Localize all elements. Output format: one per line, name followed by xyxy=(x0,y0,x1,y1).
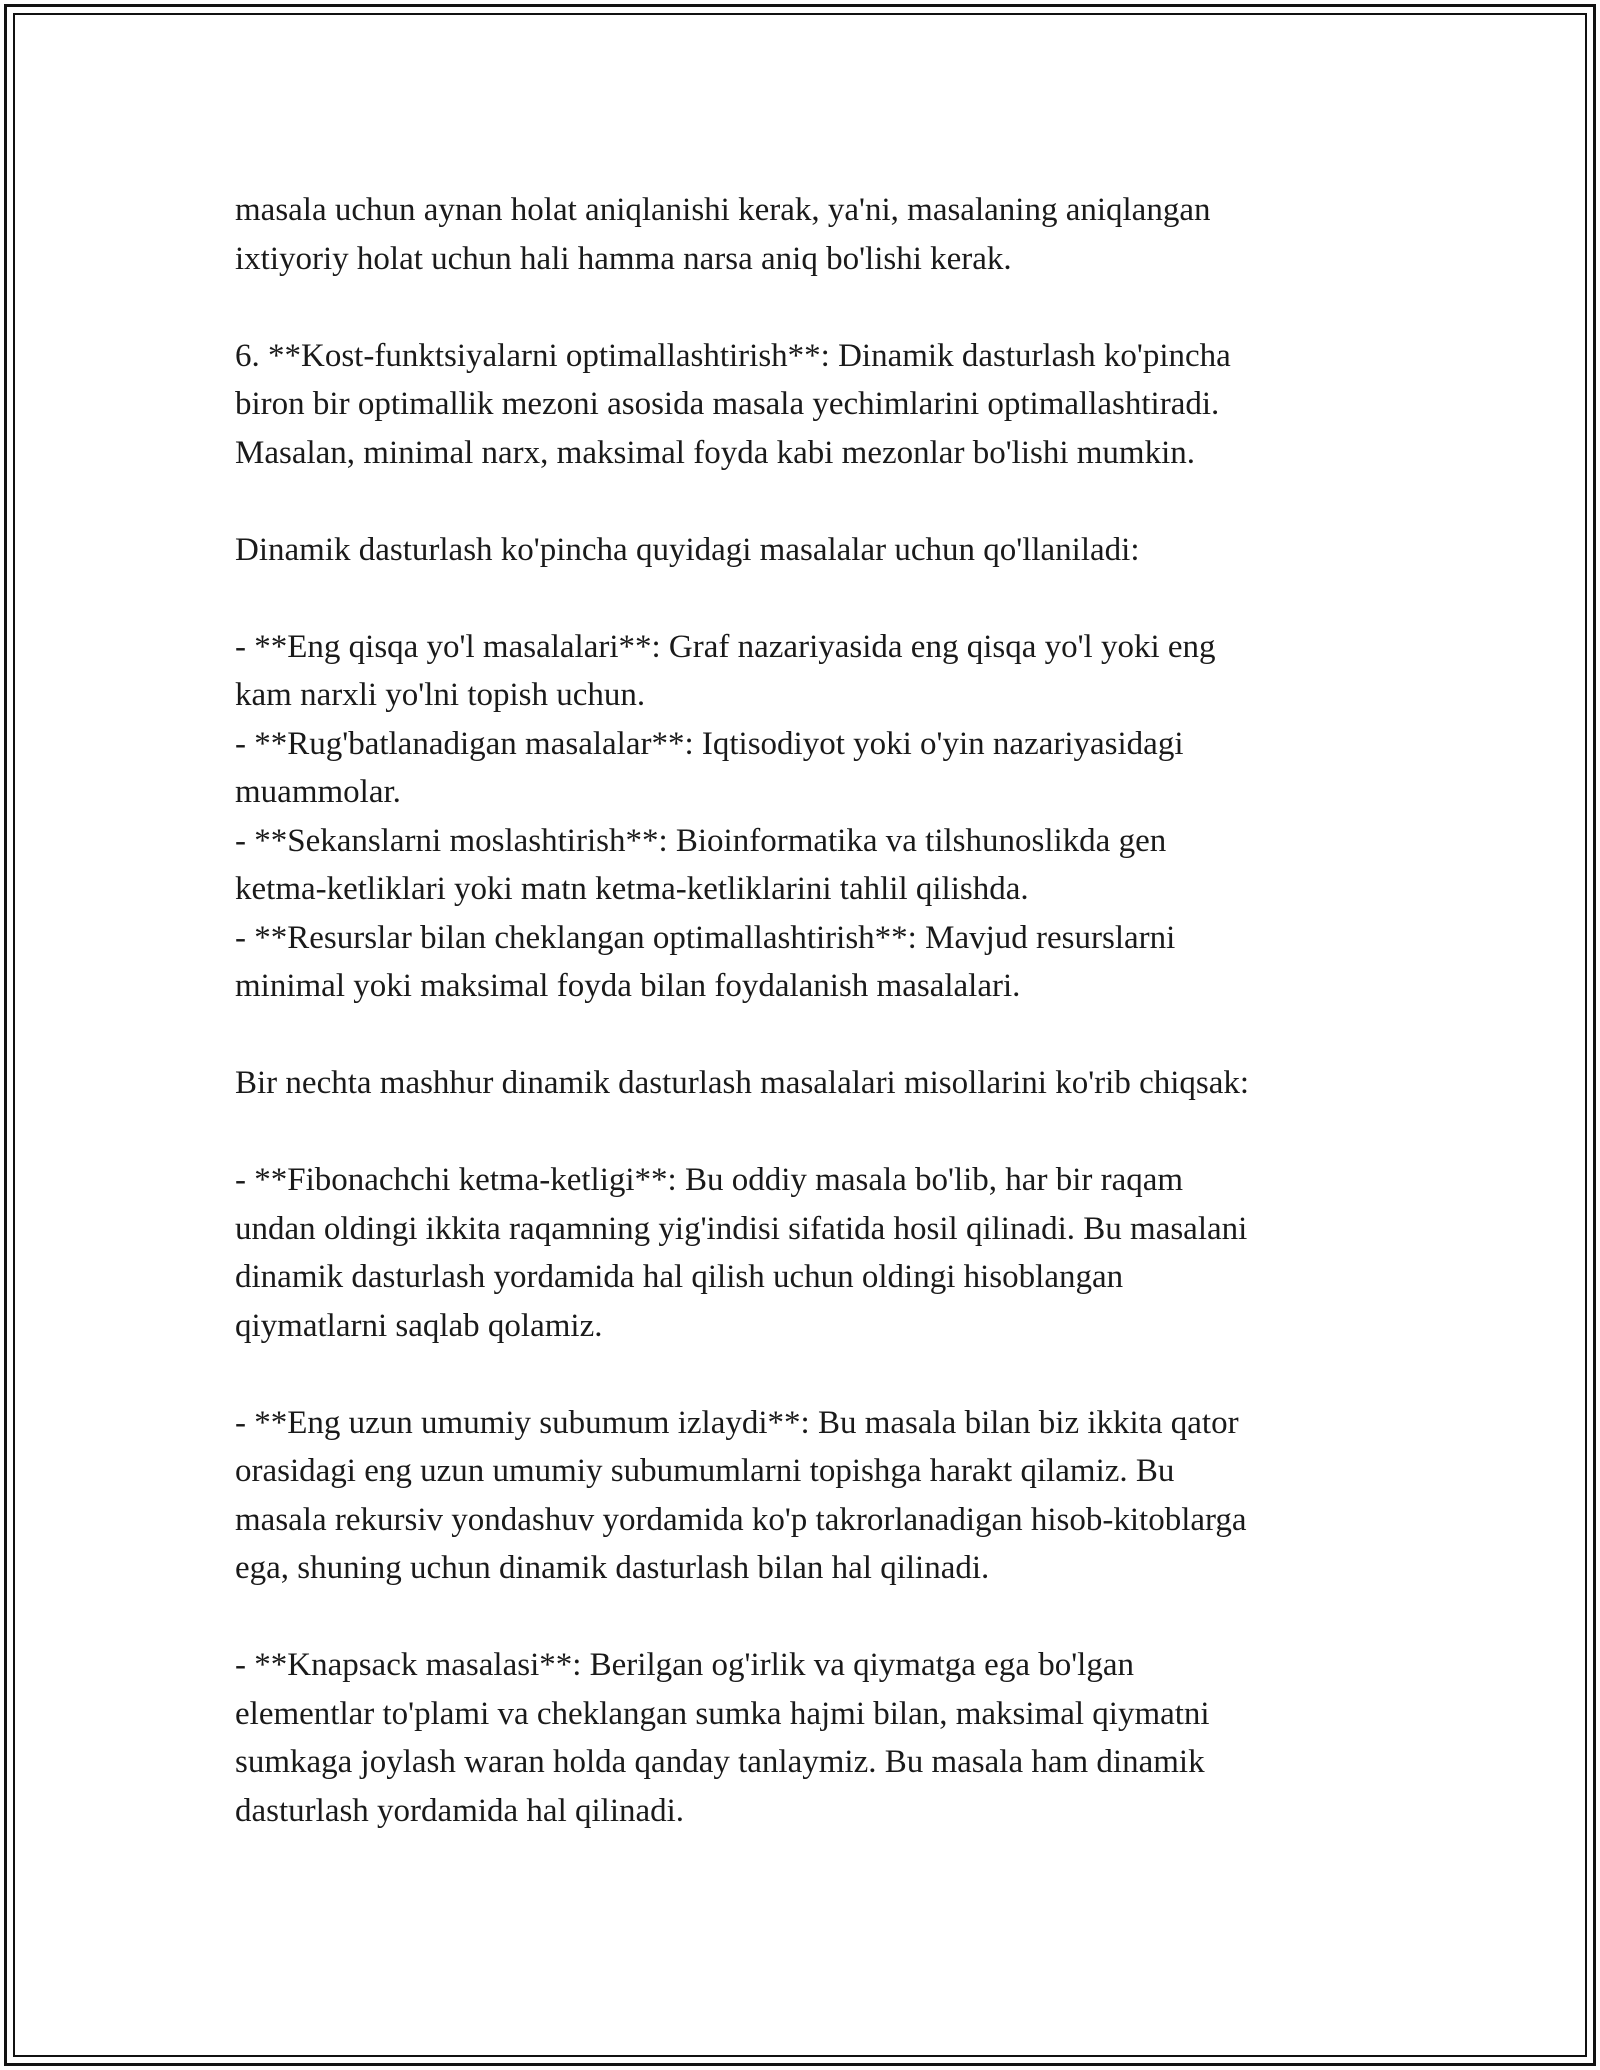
paragraph-spacer xyxy=(235,1593,1385,1642)
paragraph-spacer xyxy=(235,1350,1385,1399)
paragraph-applications-intro: Dinamik dasturlash ko'pincha quyidagi masalalar uchun qo'llaniladi: xyxy=(235,531,1140,568)
list-item-knapsack: - **Knapsack masalasi**: Berilgan og'irlik va qiymatga ega bo'lgan elementlar to'plami va cheklangan sumka hajmi bilan, maksimal qiymatni sumkaga joylash waran holda qanday tanlaymiz. Bu masala ham dinamik dasturlash yordamida hal qilinadi. xyxy=(235,1647,1210,1829)
list-item-fibonacci: - **Fibonachchi ketma-ketligi**: Bu oddiy masala bo'lib, har bir raqam undan oldingi ikkita raqamning yig'indisi sifatida hosil qilinadi. Bu masalani dinamik dasturlash yordamida hal qilish uchun oldingi hisoblangan qiymatlarni saqlab qolamiz. xyxy=(235,1162,1248,1344)
paragraph-cost-function-optimization: 6. **Kost-funktsiyalarni optimallashtirish**: Dinamik dasturlash ko'pincha biron bir optimallik mezoni asosida masala yechimlarini optimallashtiradi. Masalan, minimal narx, maksimal foyda kabi mezonlar bo'lishi mumkin. xyxy=(235,337,1231,471)
paragraph-state-definition: masala uchun aynan holat aniqlanishi kerak, ya'ni, masalaning aniqlangan ixtiyoriy holat uchun hali hamma narsa aniq bo'lishi kerak. xyxy=(235,192,1211,277)
paragraph-spacer xyxy=(235,477,1385,526)
document-body xyxy=(235,186,1385,1835)
paragraph-spacer xyxy=(235,574,1385,623)
list-applications: - **Eng qisqa yo'l masalalari**: Graf nazariyasida eng qisqa yo'l yoki eng kam narxli yo'lni topish uchun. - **Rug'batlanadigan masalalar**: Iqtisodiyot yoki o'yin nazariyasidagi muammolar. - **Sekanslarni moslashtirish**: Bioinformatika va tilshunoslikda gen ketma-ketliklari yoki matn ketma-ketliklarini tahlil qilishda. - **Resurslar bilan cheklangan optimallashtirish**: Mavjud resurslarni minimal yoki maksimal foyda bilan foydalanish masalalari. xyxy=(235,628,1216,1004)
paragraph-spacer xyxy=(235,1108,1385,1157)
paragraph-spacer xyxy=(235,283,1385,332)
paragraph-examples-intro: Bir nechta mashhur dinamik dasturlash masalalari misollarini ko'rib chiqsak: xyxy=(235,1065,1250,1101)
list-item-longest-common-subsequence: - **Eng uzun umumiy subumum izlaydi**: Bu masala bilan biz ikkita qator orasidagi eng uzun umumiy subumumlarni topishga harakt qilamiz. Bu masala rekursiv yondashuv yordamida ko'p takrorlanadigan hisob-kitoblarga ega, shuning uchun dinamik dasturlash bilan hal qilinadi. xyxy=(235,1404,1247,1586)
paragraph-spacer xyxy=(235,1011,1385,1060)
